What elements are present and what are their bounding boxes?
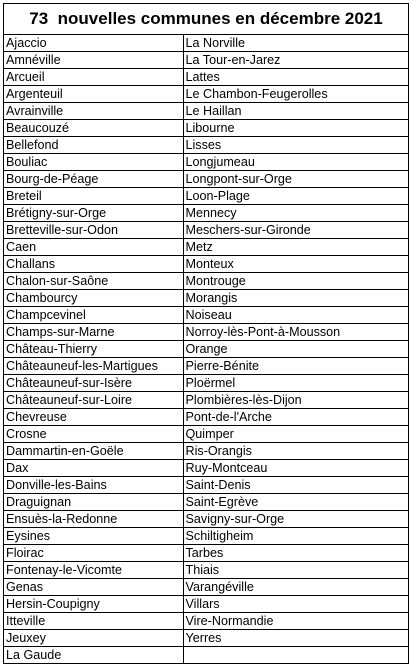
commune-cell-left: Challans — [4, 256, 183, 273]
commune-cell-right — [183, 647, 408, 664]
commune-cell-left: Eysines — [4, 528, 183, 545]
table-row — [4, 86, 408, 103]
commune-cell-right: Savigny-sur-Orge — [183, 511, 408, 528]
communes-table-body — [4, 35, 408, 663]
commune-cell-right: Yerres — [183, 630, 408, 647]
table-row — [4, 171, 408, 188]
commune-cell-right: Metz — [183, 239, 408, 256]
commune-cell-left: Châteauneuf-sur-Isère — [4, 375, 183, 392]
commune-cell-left: Bouliac — [4, 154, 183, 171]
commune-cell-right: Le Haillan — [183, 103, 408, 120]
table-row — [4, 69, 408, 86]
commune-cell-right: Vire-Normandie — [183, 613, 408, 630]
commune-cell-right: Libourne — [183, 120, 408, 137]
commune-cell-left: Jeuxey — [4, 630, 183, 647]
commune-cell-left: Ajaccio — [4, 35, 183, 52]
commune-cell-right: Ris-Orangis — [183, 443, 408, 460]
communes-table — [4, 35, 408, 663]
table-row — [4, 630, 408, 647]
table-row — [4, 443, 408, 460]
table-row — [4, 120, 408, 137]
commune-cell-left: Argenteuil — [4, 86, 183, 103]
commune-cell-right: Quimper — [183, 426, 408, 443]
commune-cell-left: Floirac — [4, 545, 183, 562]
table-row — [4, 511, 408, 528]
table-row — [4, 528, 408, 545]
commune-cell-left: Bourg-de-Péage — [4, 171, 183, 188]
commune-cell-right: Longjumeau — [183, 154, 408, 171]
table-row — [4, 460, 408, 477]
commune-cell-left: Château-Thierry — [4, 341, 183, 358]
communes-sheet — [3, 3, 409, 664]
commune-cell-left: Chalon-sur-Saône — [4, 273, 183, 290]
table-row — [4, 290, 408, 307]
commune-cell-left: Draguignan — [4, 494, 183, 511]
table-row — [4, 596, 408, 613]
table-row — [4, 273, 408, 290]
commune-cell-right: Ploërmel — [183, 375, 408, 392]
commune-cell-left: Chevreuse — [4, 409, 183, 426]
commune-cell-right: Monteux — [183, 256, 408, 273]
commune-cell-right: Saint-Egrève — [183, 494, 408, 511]
commune-cell-right: Thiais — [183, 562, 408, 579]
commune-cell-left: La Gaude — [4, 647, 183, 664]
commune-cell-right: La Tour-en-Jarez — [183, 52, 408, 69]
commune-cell-right: Longpont-sur-Orge — [183, 171, 408, 188]
commune-cell-right: Pont-de-l'Arche — [183, 409, 408, 426]
commune-cell-left: Itteville — [4, 613, 183, 630]
table-row — [4, 52, 408, 69]
table-row — [4, 426, 408, 443]
table-row — [4, 137, 408, 154]
commune-cell-left: Crosne — [4, 426, 183, 443]
commune-cell-left: Arcueil — [4, 69, 183, 86]
table-row — [4, 392, 408, 409]
table-row — [4, 341, 408, 358]
sheet-title: 73 nouvelles communes en décembre 2021 — [4, 4, 408, 35]
table-row — [4, 239, 408, 256]
commune-cell-right: Villars — [183, 596, 408, 613]
table-row — [4, 494, 408, 511]
table-row — [4, 35, 408, 52]
commune-cell-left: Breteil — [4, 188, 183, 205]
commune-cell-right: Le Chambon-Feugerolles — [183, 86, 408, 103]
commune-cell-right: Lattes — [183, 69, 408, 86]
commune-cell-left: Genas — [4, 579, 183, 596]
table-row — [4, 647, 408, 664]
commune-cell-left: Brétigny-sur-Orge — [4, 205, 183, 222]
commune-cell-left: Bellefond — [4, 137, 183, 154]
commune-cell-right: Morangis — [183, 290, 408, 307]
commune-cell-right: Tarbes — [183, 545, 408, 562]
commune-cell-right: Meschers-sur-Gironde — [183, 222, 408, 239]
table-row — [4, 154, 408, 171]
commune-cell-left: Avrainville — [4, 103, 183, 120]
table-row — [4, 205, 408, 222]
commune-cell-right: Orange — [183, 341, 408, 358]
table-row — [4, 222, 408, 239]
commune-cell-right: Mennecy — [183, 205, 408, 222]
commune-cell-right: Montrouge — [183, 273, 408, 290]
commune-cell-left: Dammartin-en-Goële — [4, 443, 183, 460]
commune-cell-right: Loon-Plage — [183, 188, 408, 205]
commune-cell-left: Ensuès-la-Redonne — [4, 511, 183, 528]
table-row — [4, 256, 408, 273]
commune-cell-left: Dax — [4, 460, 183, 477]
table-row — [4, 409, 408, 426]
table-row — [4, 103, 408, 120]
commune-cell-left: Châteauneuf-sur-Loire — [4, 392, 183, 409]
table-row — [4, 545, 408, 562]
commune-cell-right: Saint-Denis — [183, 477, 408, 494]
table-row — [4, 562, 408, 579]
commune-cell-left: Caen — [4, 239, 183, 256]
commune-cell-left: Champs-sur-Marne — [4, 324, 183, 341]
commune-cell-left: Fontenay-le-Vicomte — [4, 562, 183, 579]
table-row — [4, 324, 408, 341]
commune-cell-left: Bretteville-sur-Odon — [4, 222, 183, 239]
table-row — [4, 579, 408, 596]
commune-cell-right: Norroy-lès-Pont-à-Mousson — [183, 324, 408, 341]
commune-cell-right: Pierre-Bénite — [183, 358, 408, 375]
table-row — [4, 358, 408, 375]
table-row — [4, 477, 408, 494]
commune-cell-left: Champcevinel — [4, 307, 183, 324]
table-row — [4, 188, 408, 205]
commune-cell-left: Châteauneuf-les-Martigues — [4, 358, 183, 375]
commune-cell-left: Amnéville — [4, 52, 183, 69]
commune-cell-right: Noiseau — [183, 307, 408, 324]
commune-cell-left: Hersin-Coupigny — [4, 596, 183, 613]
commune-cell-left: Beaucouzé — [4, 120, 183, 137]
table-row — [4, 375, 408, 392]
commune-cell-left: Donville-les-Bains — [4, 477, 183, 494]
commune-cell-right: Ruy-Montceau — [183, 460, 408, 477]
commune-cell-right: La Norville — [183, 35, 408, 52]
table-row — [4, 613, 408, 630]
commune-cell-right: Schiltigheim — [183, 528, 408, 545]
commune-cell-left: Chambourcy — [4, 290, 183, 307]
commune-cell-right: Varangéville — [183, 579, 408, 596]
commune-cell-right: Plombières-lès-Dijon — [183, 392, 408, 409]
commune-cell-right: Lisses — [183, 137, 408, 154]
table-row — [4, 307, 408, 324]
